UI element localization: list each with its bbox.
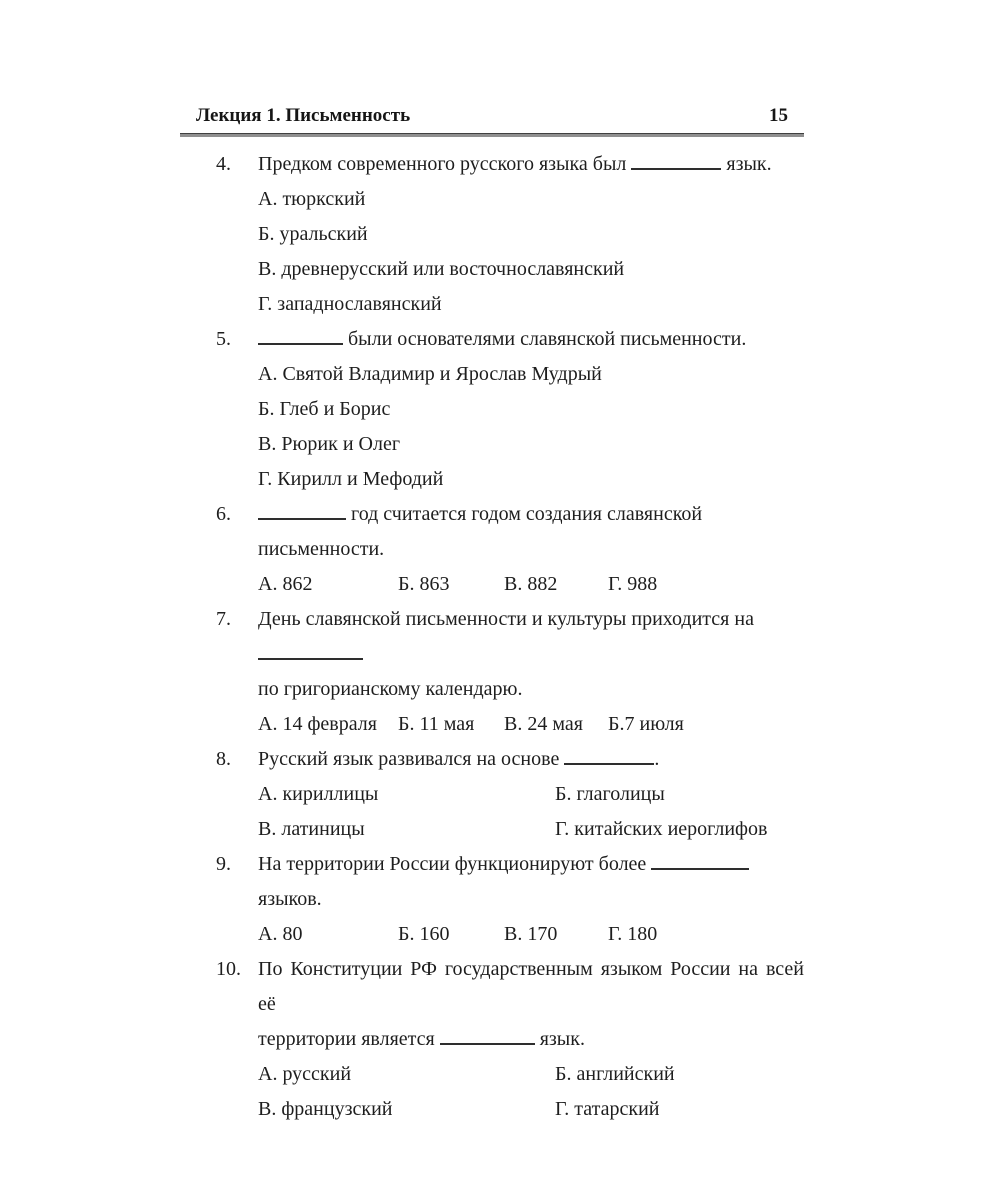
question-4 bbox=[180, 147, 804, 322]
question-8 bbox=[180, 742, 804, 847]
question-text-before-blank: На территории России функционируют более bbox=[258, 852, 647, 875]
blank-line bbox=[564, 750, 654, 765]
option-item: В. Рюрик и Олег bbox=[258, 432, 401, 455]
question-text-before-blank: Русский язык развивался на основе bbox=[258, 747, 560, 770]
option-grid bbox=[258, 777, 804, 847]
question-body bbox=[258, 322, 804, 497]
question-text bbox=[258, 147, 804, 182]
question-7 bbox=[180, 602, 804, 742]
header-rule bbox=[180, 133, 804, 137]
question-text-after-blank: языков. bbox=[258, 887, 322, 910]
question-text-line1: По Конституции РФ государственным языком России на всей её bbox=[258, 957, 804, 1015]
question-number: 7. bbox=[216, 607, 231, 630]
question-number: 10. bbox=[216, 957, 241, 980]
question-text-before-blank: территории является bbox=[258, 1027, 435, 1050]
question-10 bbox=[180, 952, 804, 1127]
question-6 bbox=[180, 497, 804, 602]
option-grid bbox=[258, 1057, 804, 1127]
option-item: Г. татарский bbox=[555, 1097, 660, 1120]
option-item: Б. уральский bbox=[258, 222, 368, 245]
option-item: В. латиницы bbox=[258, 817, 365, 840]
question-text-after-blank: год считается годом создания славянской письменности. bbox=[258, 502, 703, 560]
question-text bbox=[258, 322, 804, 357]
option-item: Б. английский bbox=[555, 1062, 675, 1085]
question-text-after-blank: язык. bbox=[726, 152, 772, 175]
blank-line bbox=[258, 645, 363, 660]
option-item: Г. китайских иероглифов bbox=[555, 817, 768, 840]
running-head bbox=[180, 104, 804, 133]
question-text-after-blank: были основателями славянской письменности. bbox=[348, 327, 747, 350]
option-item: Б. глаголицы bbox=[555, 782, 665, 805]
blank-line bbox=[651, 855, 749, 870]
option-item: А. кириллицы bbox=[258, 782, 379, 805]
question-text-before-blank: Предком современного русского языка был bbox=[258, 152, 627, 175]
question-body bbox=[258, 847, 804, 952]
option-item: А. 80 bbox=[258, 922, 303, 945]
page-number: 15 bbox=[769, 105, 788, 126]
question-text-after-blank: . bbox=[654, 747, 660, 770]
question-body bbox=[258, 952, 804, 1127]
question-9 bbox=[180, 847, 804, 952]
question-number: 5. bbox=[216, 327, 231, 350]
question-text bbox=[258, 847, 804, 917]
option-item: А. 14 февраля bbox=[258, 712, 377, 735]
option-item: Г. 180 bbox=[608, 922, 658, 945]
question-text-before-blank: День славянской письменности и культуры приходится на bbox=[258, 607, 754, 630]
option-item: В. 170 bbox=[504, 922, 558, 945]
question-body bbox=[258, 742, 804, 847]
blank-line bbox=[258, 505, 346, 520]
question-text-line1 bbox=[258, 602, 804, 672]
blank-line bbox=[440, 1030, 535, 1045]
option-item: В. древнерусский или восточнославянский bbox=[258, 257, 625, 280]
option-item: В. 24 мая bbox=[504, 712, 583, 735]
blank-line bbox=[631, 155, 721, 170]
question-number: 6. bbox=[216, 502, 231, 525]
option-item: А. русский bbox=[258, 1062, 352, 1085]
blank-line bbox=[258, 330, 343, 345]
option-item: Г. Кирилл и Мефодий bbox=[258, 467, 444, 490]
question-text-after-blank: язык. bbox=[539, 1027, 585, 1050]
option-item: В. французский bbox=[258, 1097, 393, 1120]
question-body bbox=[258, 147, 804, 322]
option-row bbox=[258, 917, 804, 952]
page-content bbox=[180, 104, 804, 1127]
chapter-title: Лекция 1. Письменность bbox=[196, 105, 411, 126]
question-number: 4. bbox=[216, 152, 231, 175]
option-item: Б. 160 bbox=[398, 922, 450, 945]
option-row bbox=[258, 707, 804, 742]
option-item: А. Святой Владимир и Ярослав Мудрый bbox=[258, 362, 602, 385]
option-item: А. 862 bbox=[258, 572, 313, 595]
question-body bbox=[258, 497, 804, 602]
option-item: Б. 11 мая bbox=[398, 712, 475, 735]
question-number: 9. bbox=[216, 852, 231, 875]
question-text bbox=[258, 497, 804, 567]
option-item: Г. 988 bbox=[608, 572, 658, 595]
question-text-line2 bbox=[258, 1022, 804, 1057]
question-5 bbox=[180, 322, 804, 497]
option-row bbox=[258, 567, 804, 602]
option-item: В. 882 bbox=[504, 572, 558, 595]
option-item: Б. 863 bbox=[398, 572, 450, 595]
question-text-line2: по григорианскому календарю. bbox=[258, 677, 523, 700]
option-item: Б. Глеб и Борис bbox=[258, 397, 391, 420]
question-body bbox=[258, 602, 804, 742]
option-item: Б.7 июля bbox=[608, 712, 684, 735]
question-number: 8. bbox=[216, 747, 231, 770]
option-item: Г. западнославянский bbox=[258, 292, 442, 315]
question-text bbox=[258, 742, 804, 777]
option-item: А. тюркский bbox=[258, 187, 366, 210]
question-list bbox=[180, 147, 804, 1127]
